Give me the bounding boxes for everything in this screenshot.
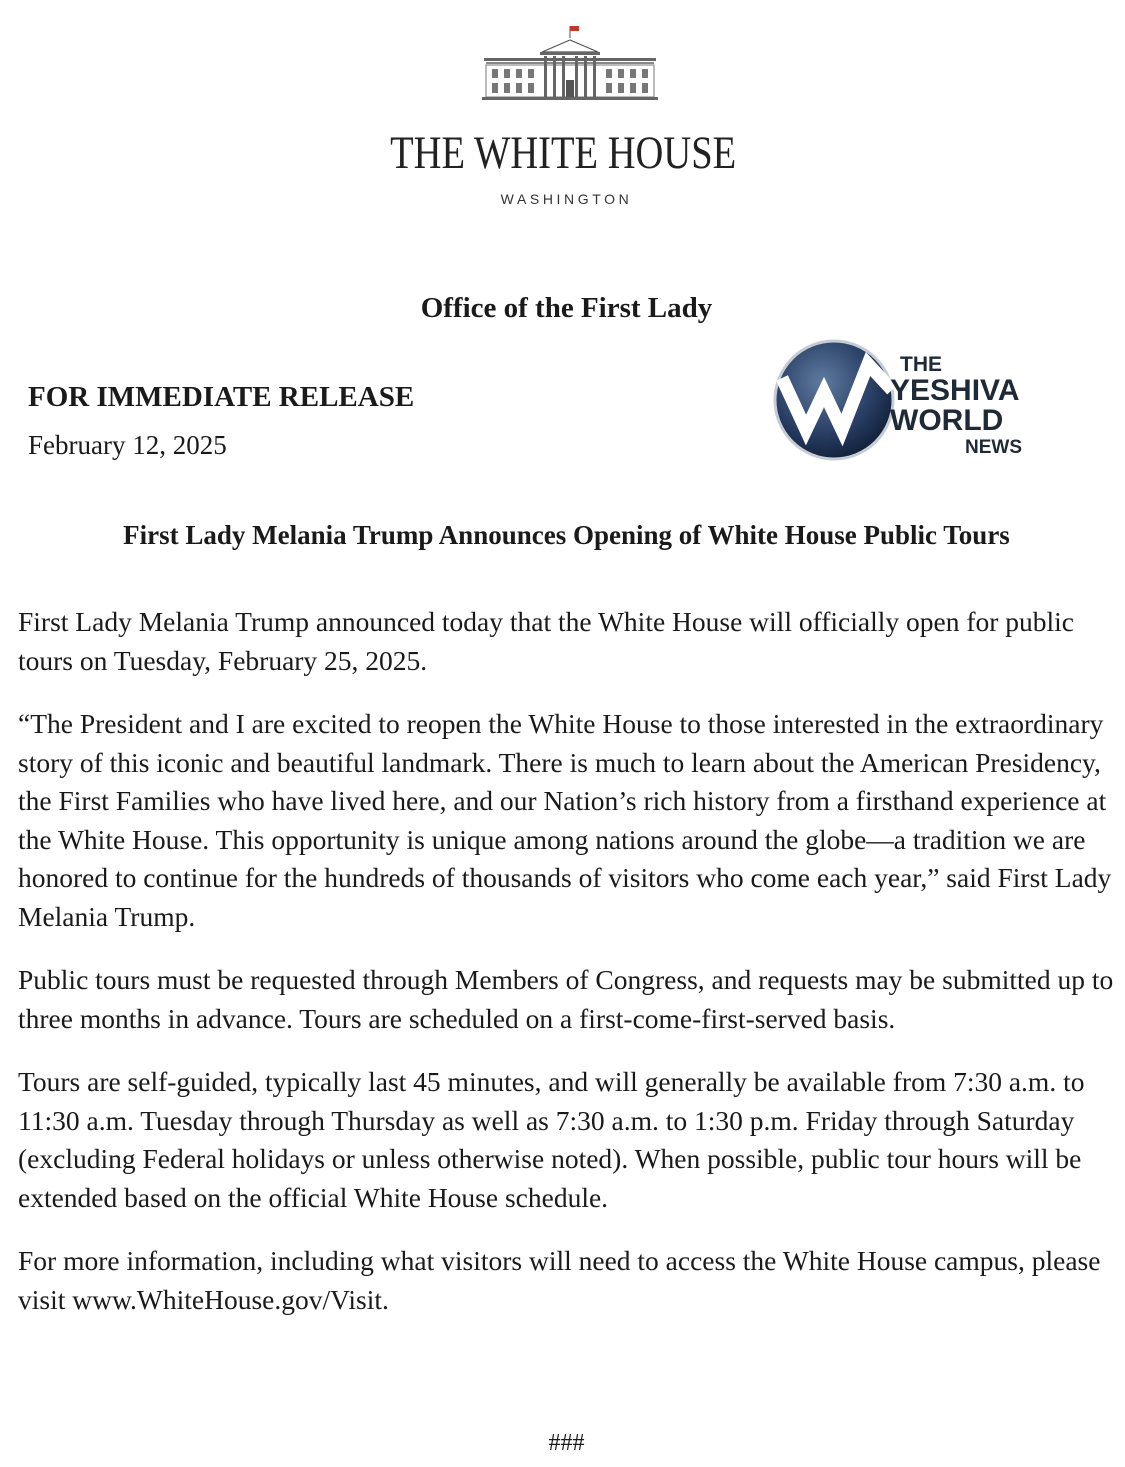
ywn-globe-icon bbox=[772, 338, 896, 462]
washington-subtitle: WASHINGTON bbox=[500, 191, 633, 207]
ywn-news: NEWS bbox=[965, 437, 1022, 458]
paragraph-quote: “The President and I are excited to reopen the White House to those interested in the extraordinary story of this iconic and beautiful landmark. There is much to learn about the American Presidency, the First Families who have lived here, and our Nation’s rich history from a firsthand experience at the White House. This opportunity is unique among nations around the globe—a tradition we are honored to continue for the hundreds of thousands of visitors who come each year,” said First Lady Melania Trump. bbox=[18, 708, 1112, 932]
release-date: February 12, 2025 bbox=[28, 430, 227, 460]
press-release-body bbox=[18, 603, 1118, 1344]
paragraph-more-info: For more information, including what visitors will need to access the White House campus, please visit www.WhiteHouse.gov/Visit. bbox=[18, 1245, 1101, 1315]
ywn-the: THE bbox=[900, 353, 942, 376]
yeshiva-world-news-logo bbox=[772, 338, 1042, 462]
paragraph-requests: Public tours must be requested through Members of Congress, and requests may be submitted up to three months in advance. Tours are scheduled on a first-come-first-served basis. bbox=[18, 964, 1114, 1034]
ywn-world: WORLD bbox=[890, 404, 1004, 437]
white-house-logo bbox=[480, 22, 660, 104]
paragraph-hours: Tours are self-guided, typically last 45 minutes, and will generally be available from 7:30 a.m. to 11:30 a.m. Tuesday through Thursday as well as 7:30 a.m. to 1:30 p.m. Friday through Saturday (excluding Federal holidays or unless otherwise noted). When possible, public tour hours will be extended based on the official White House schedule. bbox=[18, 1066, 1085, 1213]
ywn-yeshiva: YESHIVA bbox=[890, 374, 1020, 407]
white-house-title: THE WHITE HOUSE bbox=[390, 127, 737, 179]
office-heading: Office of the First Lady bbox=[420, 292, 713, 324]
press-release-headline: First Lady Melania Trump Announces Opening of White House Public Tours bbox=[123, 520, 1010, 550]
release-label: FOR IMMEDIATE RELEASE bbox=[28, 381, 415, 413]
end-mark: ### bbox=[548, 1430, 585, 1456]
paragraph-announcement: First Lady Melania Trump announced today that the White House will officially open for public tours on Tuesday, February 25, 2025. bbox=[18, 606, 1075, 676]
